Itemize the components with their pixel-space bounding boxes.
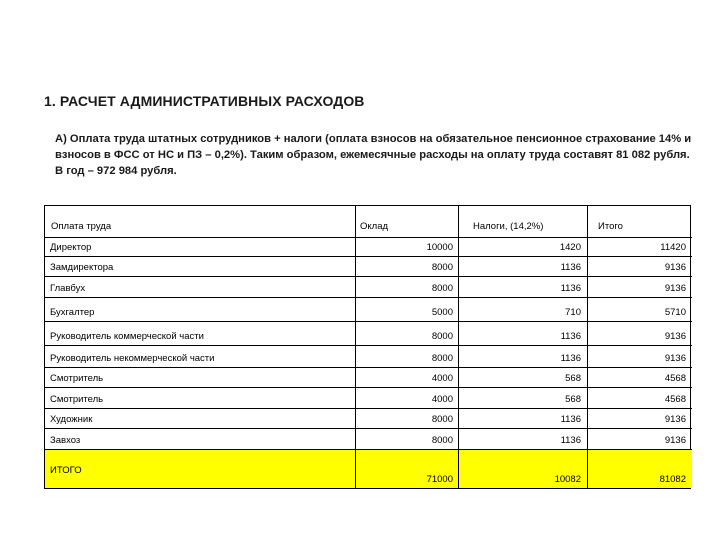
- table-cell-sum: 9136: [588, 429, 692, 450]
- table-cell-name: Директор: [45, 238, 356, 257]
- table-cell-salary: 8000: [356, 429, 459, 450]
- table-cell-name: Смотритель: [45, 368, 356, 388]
- table-cell-salary: 8000: [356, 409, 459, 429]
- table-cell-name: Смотритель: [45, 388, 356, 409]
- description-paragraph: А) Оплата труда штатных сотрудников + налоги (оплата взносов на обязательное пенсионное страхование 14% и взносов в ФСС от НС и ПЗ – 0,2%). Таким образом, ежемесячные расходы на оплату труда составят 81 082 рубля. В год – 972 984 рубля.: [55, 133, 692, 177]
- table-cell-taxes: 1420: [459, 238, 588, 257]
- total-cell-name: ИТОГО: [45, 450, 356, 488]
- header-cell-total: Итого: [588, 206, 692, 238]
- table-cell-salary: 8000: [356, 322, 459, 346]
- table-cell-sum: 9136: [588, 277, 692, 298]
- table-cell-salary: 4000: [356, 388, 459, 409]
- table-cell-taxes: 1136: [459, 409, 588, 429]
- table-cell-sum: 9136: [588, 322, 692, 346]
- header-cell-taxes: Налоги, (14,2%): [459, 206, 588, 238]
- salary-table: [44, 205, 691, 489]
- table-cell-taxes: 568: [459, 368, 588, 388]
- table-cell-sum: 4568: [588, 368, 692, 388]
- table-cell-taxes: 1136: [459, 429, 588, 450]
- table-cell-name: Завхоз: [45, 429, 356, 450]
- section-heading: 1. РАСЧЕТ АДМИНИСТРАТИВНЫХ РАСХОДОВ: [44, 93, 365, 109]
- table-cell-salary: 8000: [356, 346, 459, 368]
- total-cell-taxes: 10082: [459, 450, 588, 488]
- table-cell-salary: 8000: [356, 277, 459, 298]
- table-cell-name: Художник: [45, 409, 356, 429]
- table-cell-sum: 4568: [588, 388, 692, 409]
- table-cell-name: Руководитель некоммерческой части: [45, 346, 356, 368]
- table-cell-sum: 5710: [588, 298, 692, 322]
- table-cell-sum: 9136: [588, 257, 692, 277]
- table-cell-salary: 10000: [356, 238, 459, 257]
- table-cell-taxes: 568: [459, 388, 588, 409]
- table-cell-salary: 8000: [356, 257, 459, 277]
- header-cell-label: Оплата труда: [45, 206, 356, 238]
- table-cell-salary: 4000: [356, 368, 459, 388]
- total-cell-salary: 71000: [356, 450, 459, 488]
- table-cell-taxes: 1136: [459, 322, 588, 346]
- table-cell-taxes: 1136: [459, 346, 588, 368]
- table-cell-salary: 5000: [356, 298, 459, 322]
- table-cell-sum: 9136: [588, 409, 692, 429]
- table-cell-name: Руководитель коммерческой части: [45, 322, 356, 346]
- table-cell-taxes: 1136: [459, 257, 588, 277]
- table-cell-name: Бухгалтер: [45, 298, 356, 322]
- total-cell-sum: 81082: [588, 450, 692, 488]
- table-cell-taxes: 1136: [459, 277, 588, 298]
- table-cell-name: Главбух: [45, 277, 356, 298]
- table-cell-sum: 9136: [588, 346, 692, 368]
- table-cell-name: Замдиректора: [45, 257, 356, 277]
- table-cell-sum: 11420: [588, 238, 692, 257]
- header-cell-salary: Оклад: [356, 206, 459, 238]
- table-cell-taxes: 710: [459, 298, 588, 322]
